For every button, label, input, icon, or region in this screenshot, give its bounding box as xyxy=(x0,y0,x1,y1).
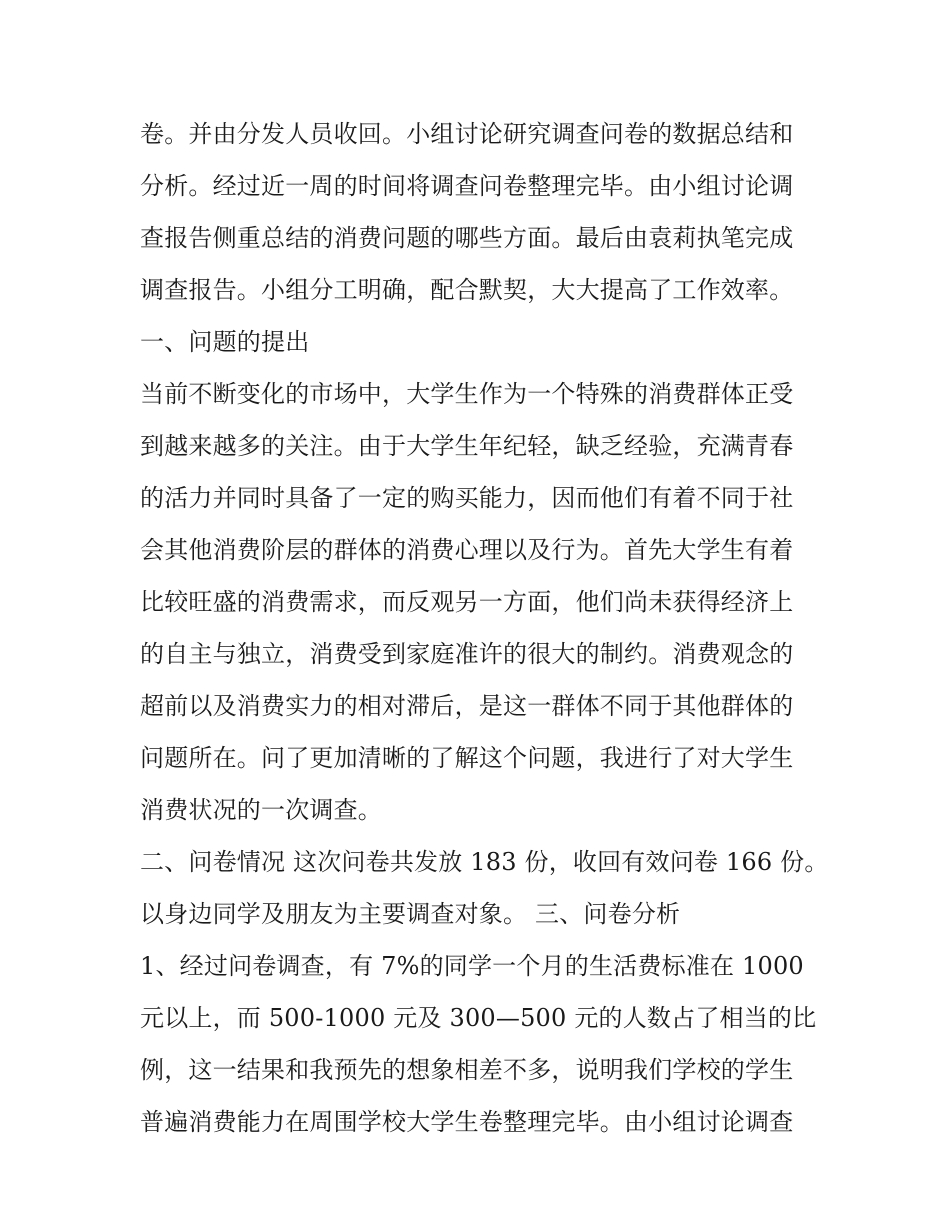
text-line: 调查报告。小组分工明确，配合默契，大大提高了工作效率。 xyxy=(140,276,794,304)
text-line: 元以上，而 500-1000 元及 300—500 元的人数占了相当的比 xyxy=(140,1004,817,1032)
section-heading: 一、问题的提出 xyxy=(140,328,310,356)
text-line: 以身边同学及朋友为主要调查对象。 三、问卷分析 xyxy=(140,900,681,928)
text-line: 的活力并同时具备了一定的购买能力，因而他们有着不同于社 xyxy=(140,484,794,512)
text-line: 超前以及消费实力的相对滞后，是这一群体不同于其他群体的 xyxy=(140,692,794,720)
text-line: 会其他消费阶层的群体的消费心理以及行为。首先大学生有着 xyxy=(140,536,794,564)
section-heading: 二、问卷情况 这次问卷共发放 183 份，收回有效问卷 166 份。 xyxy=(140,848,829,876)
text-line: 卷。并由分发人员收回。小组讨论研究调查问卷的数据总结和 xyxy=(140,120,794,148)
text-line: 的自主与独立，消费受到家庭准许的很大的制约。消费观念的 xyxy=(140,640,794,668)
text-line: 问题所在。问了更加清晰的了解这个问题，我进行了对大学生 xyxy=(140,744,794,772)
text-line: 比较旺盛的消费需求，而反观另一方面，他们尚未获得经济上 xyxy=(140,588,794,616)
text-line: 分析。经过近一周的时间将调查问卷整理完毕。由小组讨论调 xyxy=(140,172,794,200)
text-line: 例，这一结果和我预先的想象相差不多，说明我们学校的学生 xyxy=(140,1056,794,1084)
text-line: 查报告侧重总结的消费问题的哪些方面。最后由袁莉执笔完成 xyxy=(140,224,794,252)
text-line: 到越来越多的关注。由于大学生年纪轻，缺乏经验，充满青春 xyxy=(140,432,794,460)
text-line: 普遍消费能力在周围学校大学生卷整理完毕。由小组讨论调查 xyxy=(140,1108,794,1136)
text-line: 消费状况的一次调查。 xyxy=(140,796,382,824)
document-body xyxy=(140,108,829,1148)
text-line: 当前不断变化的市场中，大学生作为一个特殊的消费群体正受 xyxy=(140,380,794,408)
text-line: 1、经过问卷调查，有 7%的同学一个月的生活费标准在 1000 xyxy=(140,952,804,980)
